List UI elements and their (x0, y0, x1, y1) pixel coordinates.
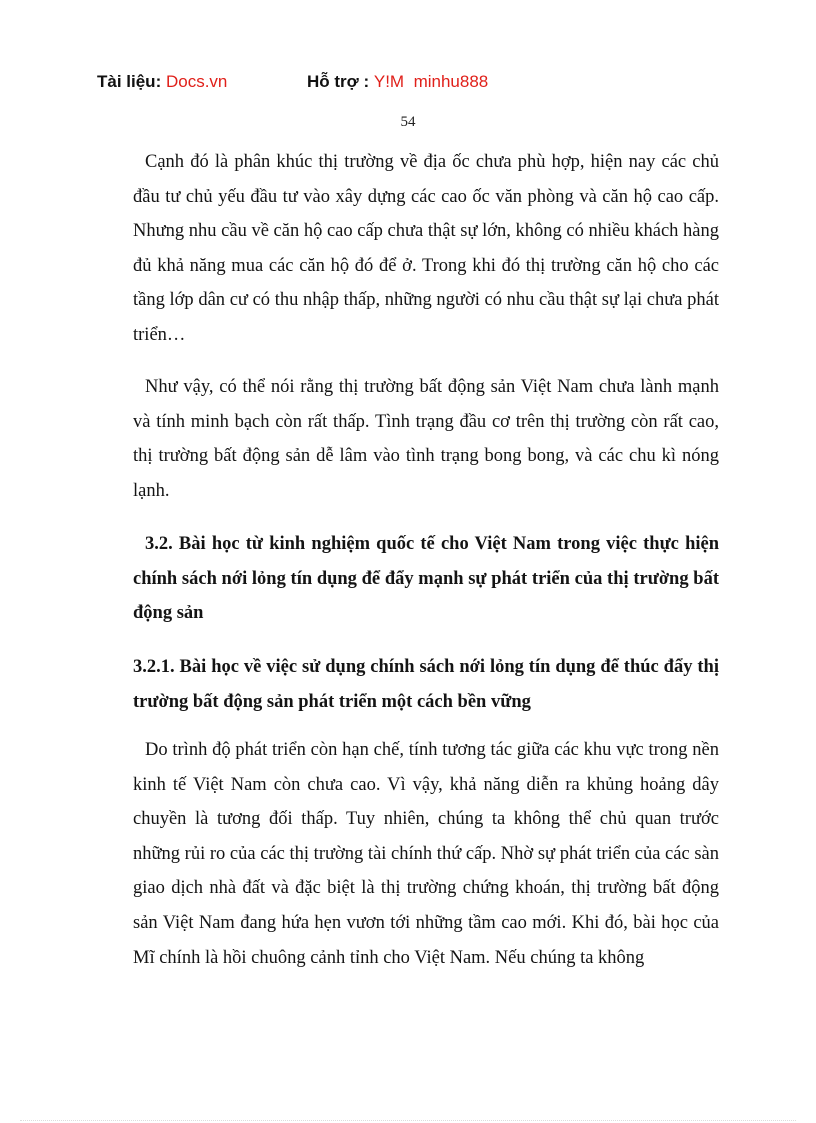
paragraph-market-transparency: Như vậy, có thể nói rằng thị trường bất động sản Việt Nam chưa lành mạnh và tính minh bạch còn rất thấp. Tình trạng đầu cơ trên thị trường còn rất cao, thị trường bất động sản dễ lâm vào tình trạng bong bong, và các chu kì nóng lạnh. (133, 377, 719, 501)
section-heading-3-2: 3.2. Bài học từ kinh nghiệm quốc tế cho Việt Nam trong việc thực hiện chính sách nới lỏng tín dụng để đẩy mạnh sự phát triển của thị trường bất động sản (133, 534, 719, 624)
paragraph-block (133, 145, 719, 353)
section-heading-block (133, 527, 719, 631)
source-site-link[interactable]: Docs.vn (165, 72, 228, 91)
paragraph-block (133, 733, 719, 975)
support-label: Hỗ trợ : (307, 72, 370, 91)
paragraph-block (133, 370, 719, 508)
page-bottom-divider (20, 1120, 796, 1121)
support-channel: Y!M (373, 72, 405, 91)
subsection-heading-3-2-1: 3.2.1. Bài học về việc sử dụng chính sách nới lỏng tín dụng để thúc đẩy thị trường bất động sản phát triển một cách bền vững (133, 657, 719, 712)
support-handle[interactable]: minhu888 (413, 72, 489, 91)
source-label: Tài liệu: (97, 72, 162, 91)
support-info (307, 72, 488, 92)
subsection-heading-block (133, 650, 719, 719)
paragraph-lessons: Do trình độ phát triển còn hạn chế, tính tương tác giữa các khu vực trong nền kinh tế Việt Nam còn chưa cao. Vì vậy, khả năng diễn ra khủng hoảng dây chuyền là tương đối thấp. Tuy nhiên, chúng ta không thể chủ quan trước những rủi ro của các thị trường tài chính thứ cấp. Nhờ sự phát triển của các sàn giao dịch nhà đất và đặc biệt là thị trường chứng khoán, thị trường bất động sản Việt Nam đang hứa hẹn vươn tới những tầm cao mới. Khi đó, bài học của Mĩ chính là hồi chuông cảnh tỉnh cho Việt Nam. Nếu chúng ta không (133, 740, 719, 968)
paragraph-market-segment: Cạnh đó là phân khúc thị trường về địa ốc chưa phù hợp, hiện nay các chủ đầu tư chủ yếu đầu tư vào xây dựng các cao ốc văn phòng và căn hộ cao cấp. Nhưng nhu cầu về căn hộ cao cấp chưa thật sự lớn, không có nhiều khách hàng đủ khả năng mua các căn hộ đó để ở. Trong khi đó thị trường căn hộ cho các tầng lớp dân cư có thu nhập thấp, những người có nhu cầu thật sự lại chưa phát triển… (133, 152, 719, 345)
page-header (97, 72, 489, 92)
page-number: 54 (400, 114, 416, 130)
